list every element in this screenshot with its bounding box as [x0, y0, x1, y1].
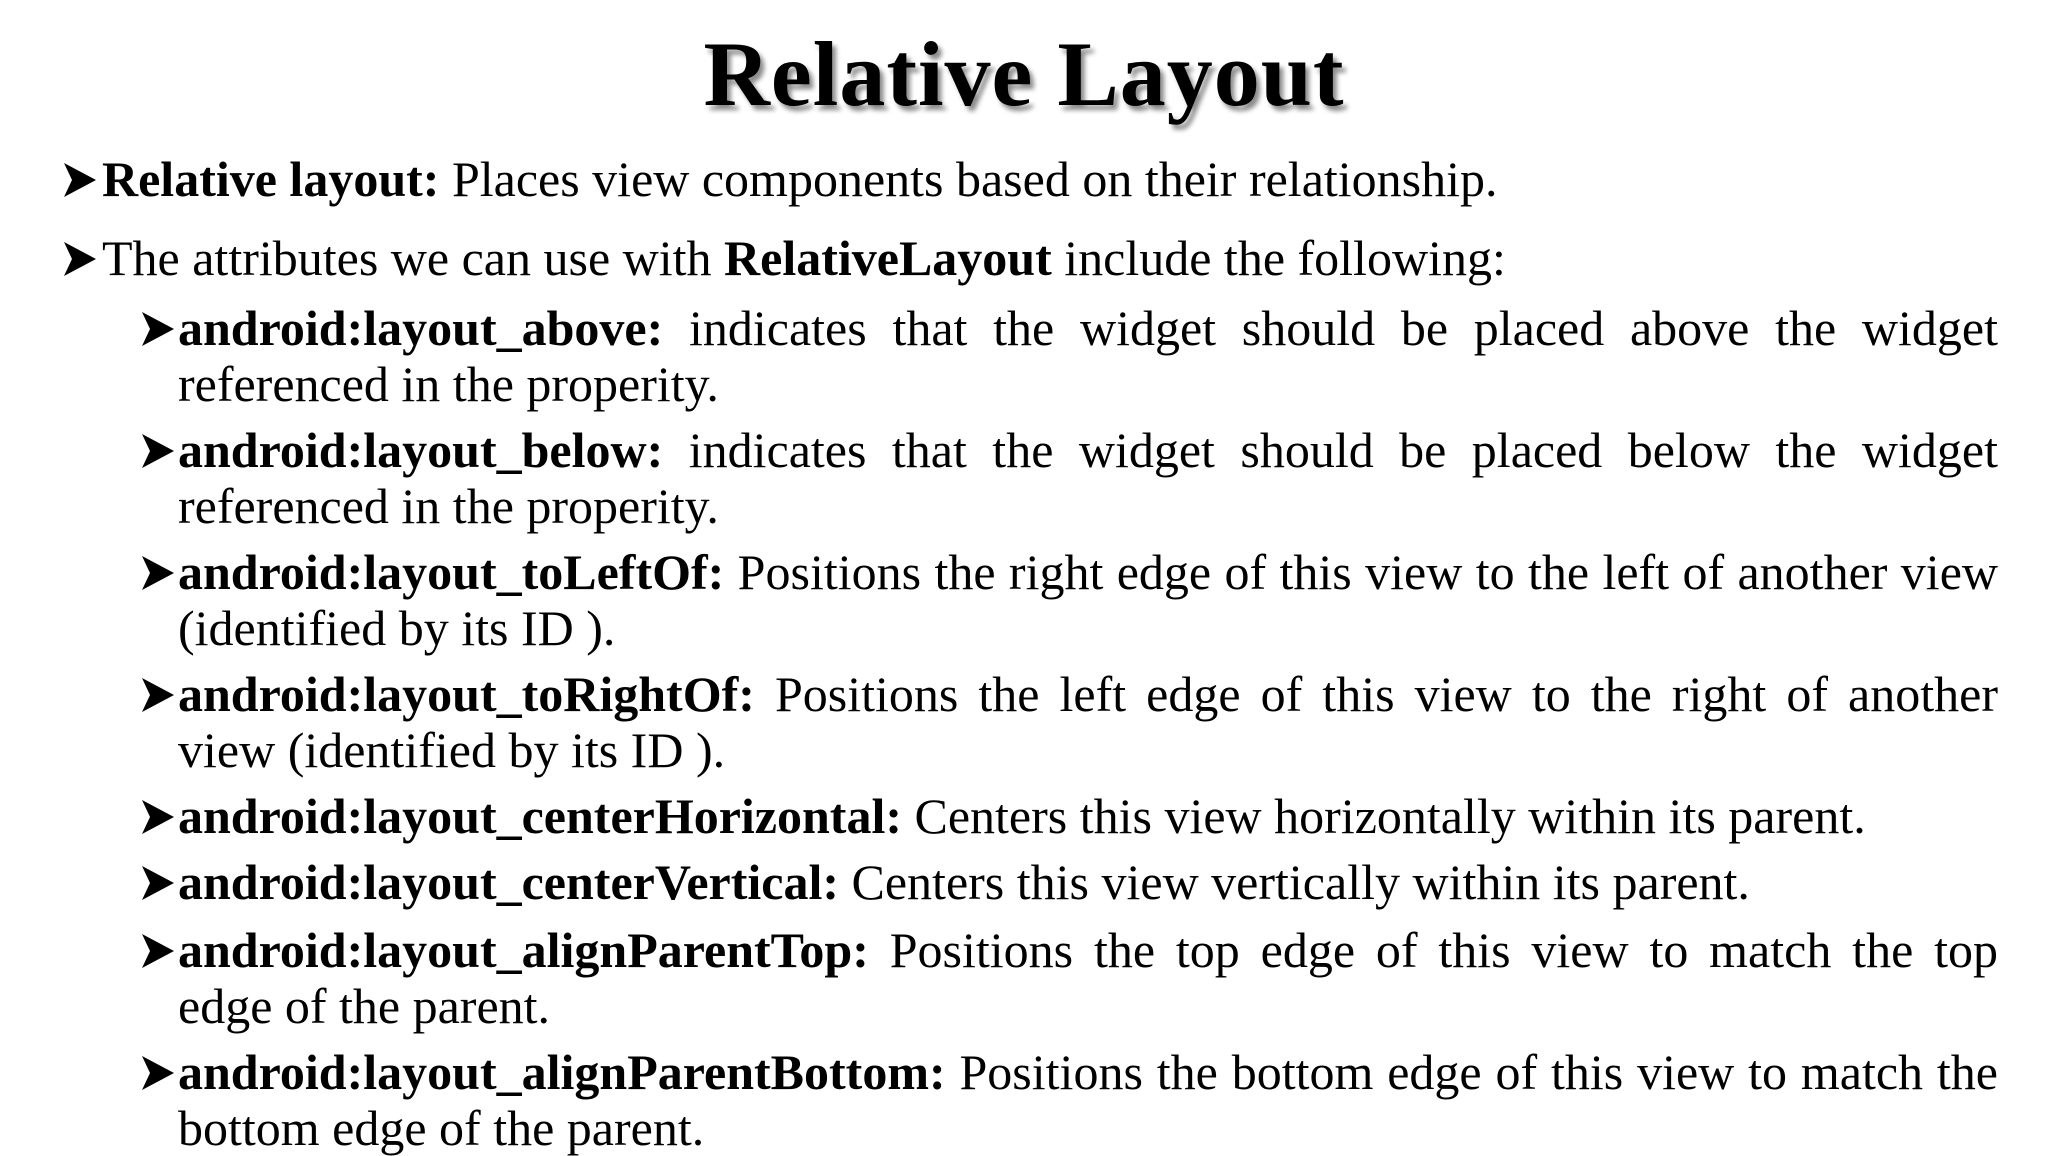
attribute-item-layout-alignparentbottom — [142, 1044, 1998, 1156]
arrowhead-bullet-icon — [142, 922, 178, 978]
attribute-item-layout-below — [142, 422, 1998, 534]
attribute-text — [178, 788, 1998, 844]
attribute-text — [178, 922, 1998, 1034]
attribute-item-layout-toleftof — [142, 544, 1998, 656]
bullet-relative-layout — [64, 151, 2004, 207]
arrowhead-bullet-icon — [64, 230, 100, 286]
attribute-text — [178, 300, 1998, 412]
attribute-text — [178, 1044, 1998, 1156]
arrowhead-bullet-icon — [142, 1044, 178, 1100]
bullet-term: RelativeLayout — [724, 230, 1052, 286]
arrowhead-bullet-icon — [142, 422, 178, 478]
attribute-item-layout-alignparenttop — [142, 922, 1998, 1034]
arrowhead-bullet-icon — [142, 788, 178, 844]
attribute-description: indicates that the widget should be placed below the widget referenced in the properity. — [178, 422, 1998, 534]
attribute-text — [178, 422, 1998, 534]
attribute-text — [178, 544, 1998, 656]
attribute-name: android:layout_toRightOf: — [178, 666, 755, 722]
arrowhead-bullet-icon — [142, 854, 178, 910]
bullet-term: Relative layout: — [102, 151, 440, 207]
bullet-text — [102, 151, 2004, 207]
arrowhead-bullet-icon — [142, 666, 178, 722]
attribute-name: android:layout_centerVertical: — [178, 854, 840, 910]
attribute-name: android:layout_alignParentTop: — [178, 922, 869, 978]
arrowhead-bullet-icon — [142, 300, 178, 356]
attribute-description: Positions the top edge of this view to match the top edge of the parent. — [178, 922, 1998, 1034]
arrowhead-bullet-icon — [142, 544, 178, 600]
bullet-prefix: The attributes we can use with — [102, 230, 725, 286]
bullet-suffix: include the following: — [1051, 230, 1506, 286]
attribute-text — [178, 854, 1998, 910]
arrowhead-bullet-icon — [64, 151, 100, 207]
attribute-description: Positions the bottom edge of this view to match the bottom edge of the parent. — [178, 1044, 1998, 1156]
bullet-attributes-intro — [64, 230, 2004, 286]
attribute-item-layout-centervertical — [142, 854, 1998, 910]
bullet-text — [102, 230, 2004, 286]
attribute-description: Positions the right edge of this view to the left of another view (identified by its ID ). — [178, 544, 1998, 656]
attribute-text — [178, 666, 1998, 778]
attribute-description: indicates that the widget should be placed above the widget referenced in the properity. — [178, 300, 1998, 412]
attribute-description: Centers this view horizontally within its parent. — [902, 788, 1866, 844]
attribute-description: Positions the left edge of this view to the right of another view (identified by its ID ). — [178, 666, 1998, 778]
slide-title: Relative Layout — [703, 23, 1345, 125]
attribute-name: android:layout_centerHorizontal: — [178, 788, 902, 844]
attribute-name: android:layout_below: — [178, 422, 664, 478]
attribute-item-layout-above — [142, 300, 1998, 412]
attribute-name: android:layout_toLeftOf: — [178, 544, 725, 600]
attribute-item-layout-centerhorizontal — [142, 788, 1998, 844]
attribute-name: android:layout_alignParentBottom: — [178, 1044, 946, 1100]
bullet-description: Places view components based on their relationship. — [439, 151, 1498, 207]
attribute-description: Centers this view vertically within its parent. — [839, 854, 1750, 910]
attribute-item-layout-torightof — [142, 666, 1998, 778]
attribute-name: android:layout_above: — [178, 300, 664, 356]
